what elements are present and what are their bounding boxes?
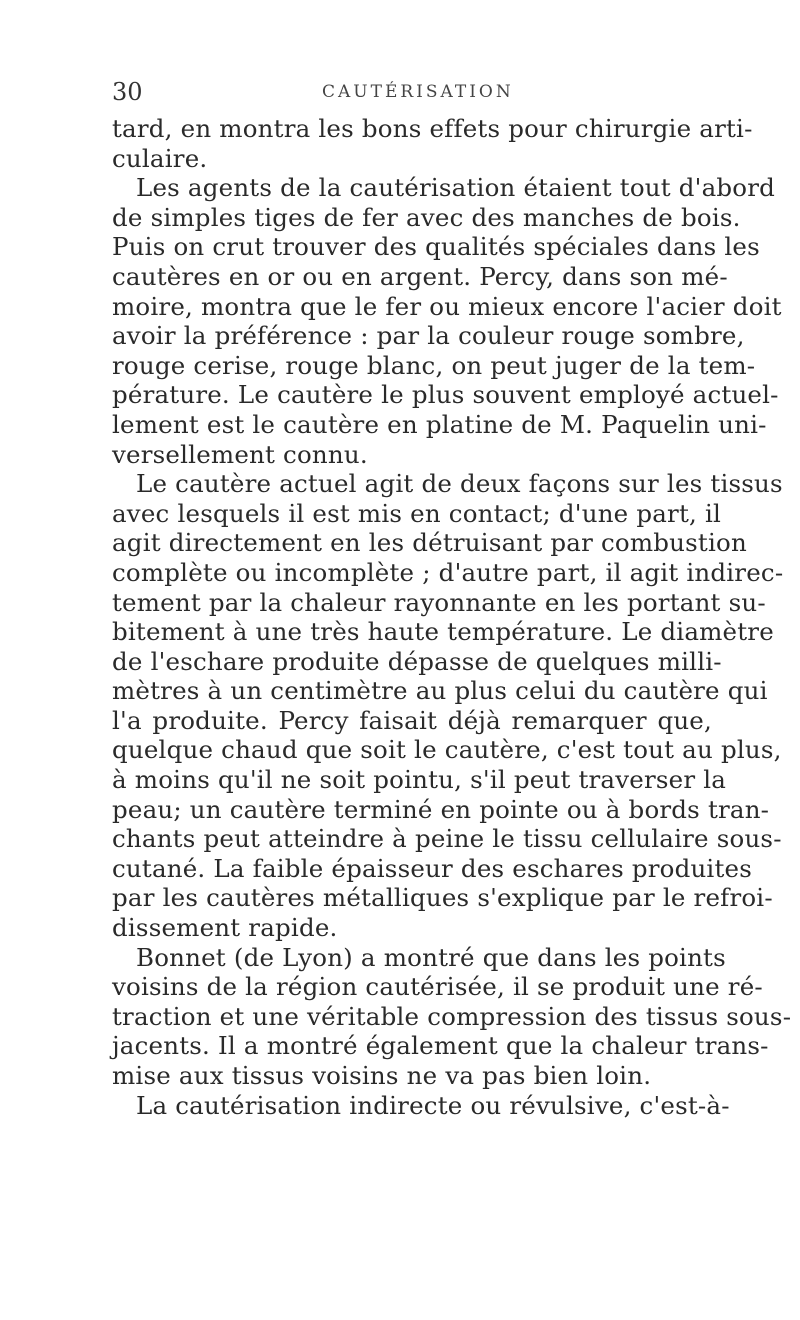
text-line: pérature. Le cautère le plus souvent employé actuel- (112, 380, 779, 410)
text-line: cutané. La faible épaisseur des eschares produites (112, 853, 752, 883)
text-line: lement est le cautère en platine de M. Paquelin uni- (112, 409, 767, 439)
text-line: par les cautères métalliques s'explique par le refroi- (112, 883, 773, 913)
text-line: dissement rapide. (112, 913, 338, 943)
text-line: La cautérisation indirecte ou révulsive, c'est-à- (136, 1090, 730, 1120)
text-line: jacents. Il a montré également que la chaleur trans- (112, 1031, 769, 1061)
text-line: mise aux tissus voisins ne va pas bien loin. (112, 1061, 652, 1090)
text-line: de l'eschare produite dépasse de quelques milli- (112, 646, 722, 676)
text-line: de simples tiges de fer avec des manches de bois. (112, 202, 741, 232)
text-line: tement par la chaleur rayonnante en les portant su- (112, 587, 766, 617)
running-head (112, 78, 712, 108)
text-line: moire, montra que le fer ou mieux encore l'acier doit (112, 291, 782, 321)
text-line: voisins de la région cautérisée, il se produit une ré- (112, 972, 763, 1002)
text-line: rouge cerise, rouge blanc, on peut juger de la tem- (112, 350, 756, 380)
text-line: cautères en or ou en argent. Percy, dans son mé- (112, 261, 728, 291)
text-line: versellement connu. (112, 439, 368, 469)
text-line: peau; un cautère terminé en pointe ou à bords tran- (112, 794, 770, 824)
text-line: mètres à un centimètre au plus celui du cautère qui (112, 676, 768, 706)
text-line: agit directement en les détruisant par combustion (112, 528, 747, 558)
text-line: avec lesquels il est mis en contact; d'une part, il (112, 498, 722, 528)
text-line: bitement à une très haute température. Le diamètre (112, 617, 774, 647)
text-line: Puis on crut trouver des qualités spéciales dans les (112, 232, 760, 262)
running-title: CAUTÉRISATION (322, 82, 514, 102)
text-line: tard, en montra les bons effets pour chirurgie arti- (112, 114, 753, 143)
text-line: culaire. (112, 143, 208, 173)
text-line: Les agents de la cautérisation étaient tout d'abord (136, 173, 776, 203)
text-line: l'a produite. Percy faisait déjà remarquer que, (112, 705, 712, 735)
body-text (112, 114, 792, 1120)
text-line: Le cautère actuel agit de deux façons sur les tissus (136, 469, 783, 499)
text-line: à moins qu'il ne soit pointu, s'il peut traverser la (112, 765, 727, 795)
text-line: quelque chaud que soit le cautère, c'est tout au plus, (112, 735, 782, 765)
text-line: Bonnet (de Lyon) a montré que dans les points (136, 942, 726, 972)
text-line: traction et une véritable compression des tissus sous- (112, 1001, 792, 1031)
page-number: 30 (112, 78, 143, 106)
text-line: avoir la préférence : par la couleur rouge sombre, (112, 321, 745, 351)
text-line: complète ou incomplète ; d'autre part, il agit indirec- (112, 557, 784, 587)
text-line: chants peut atteindre à peine le tissu cellulaire sous- (112, 824, 782, 854)
